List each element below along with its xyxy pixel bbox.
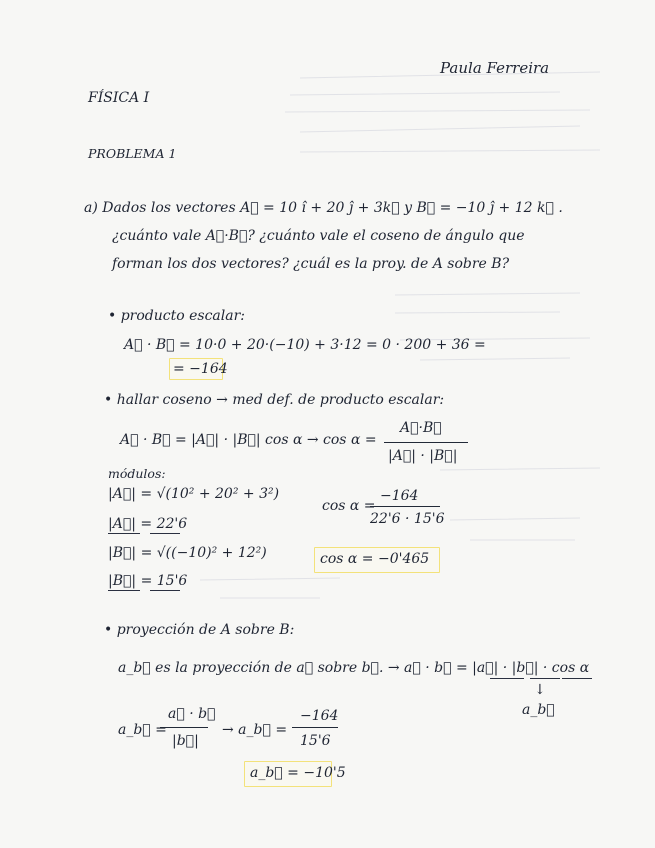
projection-formula-denominator: |b⃗|: [172, 733, 199, 749]
projection-fraction-bar: [160, 727, 208, 728]
modulos-label: módulos:: [108, 466, 166, 481]
cos-label: cos α =: [322, 498, 376, 514]
scalar-product-line: A⃗ · B⃗ = 10·0 + 20·(−10) + 3·12 = 0 · 200 + 36 =: [124, 337, 486, 353]
subject-title: FÍSICA I: [88, 90, 150, 106]
down-arrow-icon: ↓: [534, 682, 546, 698]
cosine-fraction-bar: [384, 442, 468, 443]
cos-denominator: 22'6 · 15'6: [370, 511, 445, 527]
modulo-b-value-underline: [150, 590, 180, 591]
projection-formula2-denominator: 15'6: [300, 733, 331, 749]
scalar-result: = −164: [173, 361, 228, 377]
cosine-formula-denominator: |A⃗| · |B⃗|: [388, 448, 458, 464]
modulo-a-value-underline: [150, 533, 180, 534]
modulo-b-formula: |B⃗| = √((−10)² + 12²): [108, 545, 267, 561]
problem-title: PROBLEMA 1: [88, 146, 177, 161]
projection-formula2-bar: [292, 727, 338, 728]
cos-result: cos α = −0'465: [320, 551, 430, 567]
projection-formula2-numerator: −164: [300, 708, 339, 724]
statement-line-1: a) Dados los vectores A⃗ = 10 î + 20 ĵ + 3k⃗ y B⃗ = −10 ĵ + 12 k⃗ .: [84, 200, 563, 216]
projection-arrow-label: a_b⃗: [522, 702, 555, 718]
modulo-a-formula: |A⃗| = √(10² + 20² + 3²): [108, 486, 280, 502]
modulo-b-value: |B⃗| = 15'6: [108, 573, 188, 589]
projection-heading: • proyección de A sobre B:: [104, 622, 295, 638]
modulo-a-value: |A⃗| = 22'6: [108, 516, 188, 532]
projection-result: a_b⃗ = −10'5: [250, 765, 346, 781]
projection-abs-a-underline: [490, 678, 524, 679]
author-name: Paula Ferreira: [440, 59, 550, 77]
statement-line-3: forman los dos vectores? ¿cuál es la proy. de A sobre B?: [112, 256, 510, 272]
statement-line-2: ¿cuánto vale A⃗·B⃗? ¿cuánto vale el coseno de ángulo que: [112, 228, 525, 244]
projection-abs-b-underline: [530, 678, 560, 679]
projection-formula2-label: → a_b⃗ =: [222, 722, 288, 738]
scalar-product-heading: • producto escalar:: [108, 308, 246, 324]
cosine-formula-numerator: A⃗·B⃗: [400, 420, 442, 436]
cos-numerator: −164: [380, 488, 419, 504]
projection-cos-underline: [562, 678, 592, 679]
cos-fraction-bar: [370, 506, 440, 507]
cosine-formula: A⃗ · B⃗ = |A⃗| · |B⃗| cos α → cos α =: [120, 432, 377, 448]
modulo-a-underline: [108, 533, 140, 534]
modulo-b-underline: [108, 590, 140, 591]
projection-formula-label: a_b⃗ =: [118, 722, 167, 738]
projection-formula-numerator: a⃗ · b⃗: [168, 706, 216, 722]
cosine-heading: • hallar coseno → med def. de producto escalar:: [104, 392, 445, 408]
projection-line: a_b⃗ es la proyección de a⃗ sobre b⃗. → a⃗ · b⃗ = |a⃗| · |b⃗| · cos α: [118, 660, 590, 676]
